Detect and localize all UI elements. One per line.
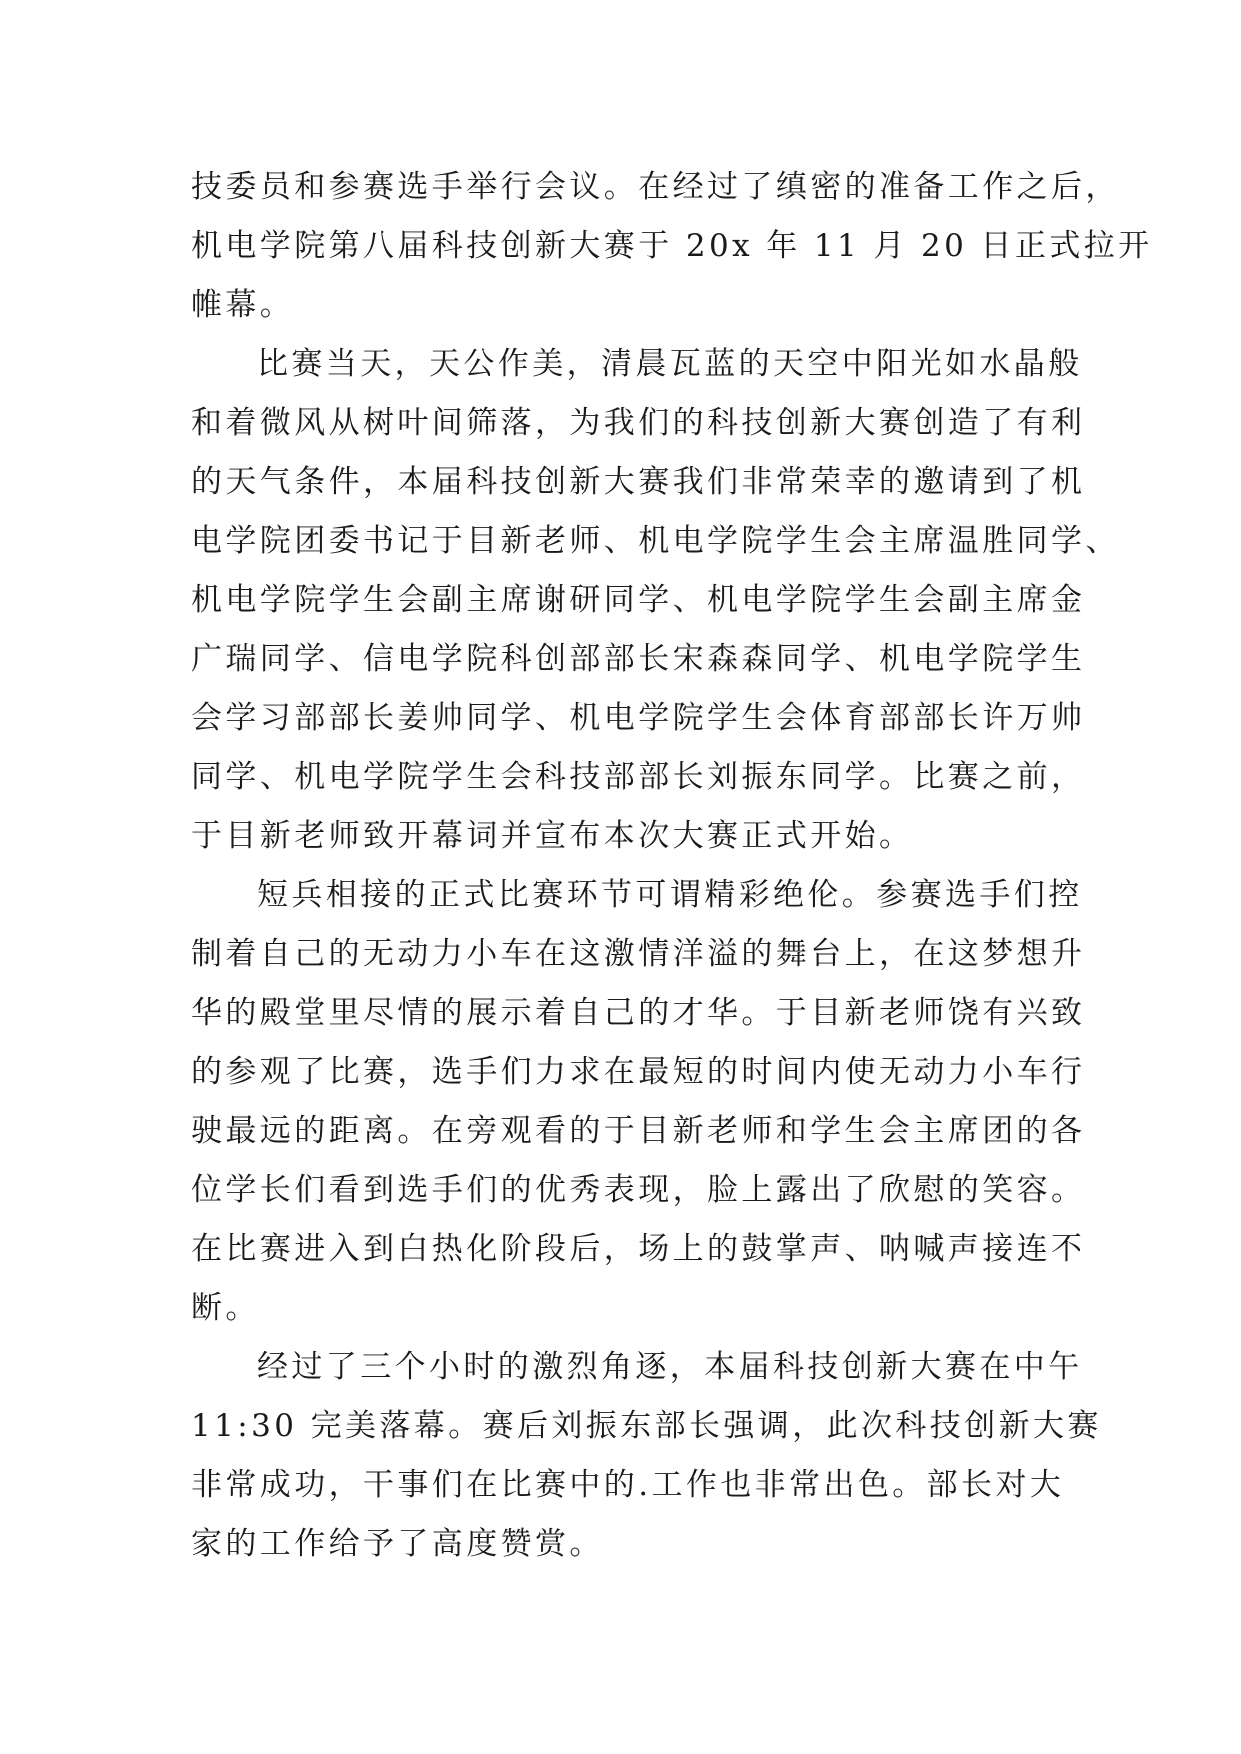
text-line: 的天气条件，本届科技创新大赛我们非常荣幸的邀请到了机 <box>191 464 1086 500</box>
text-line: 同学、机电学院学生会科技部部长刘振东同学。比赛之前， <box>191 759 1086 795</box>
paragraph-start-line: 比赛当天，天公作美，清晨瓦蓝的天空中阳光如水晶般 <box>257 346 1083 382</box>
text-line: 在比赛进入到白热化阶段后，场上的鼓掌声、呐喊声接连不 <box>191 1231 1086 1267</box>
document-body <box>191 158 1153 1574</box>
text-line: 驶最远的距离。在旁观看的于目新老师和学生会主席团的各 <box>191 1113 1086 1149</box>
text-line: 电学院团委书记于目新老师、机电学院学生会主席温胜同学、 <box>191 523 1120 559</box>
paragraph-start-line: 短兵相接的正式比赛环节可谓精彩绝伦。参赛选手们控 <box>257 877 1083 913</box>
text-line: 11:30 完美落幕。赛后刘振东部长强调，此次科技创新大赛 <box>191 1408 1102 1444</box>
text-line: 帷幕。 <box>191 287 295 323</box>
text-line: 机电学院第八届科技创新大赛于 20x 年 11 月 20 日正式拉开 <box>191 228 1153 264</box>
paragraph-start-line: 经过了三个小时的激烈角逐，本届科技创新大赛在中午 <box>257 1349 1083 1385</box>
text-line: 家的工作给予了高度赞赏。 <box>191 1526 604 1562</box>
text-line: 机电学院学生会副主席谢研同学、机电学院学生会副主席金 <box>191 582 1086 618</box>
text-line: 制着自己的无动力小车在这激情洋溢的舞台上，在这梦想升 <box>191 936 1086 972</box>
text-line: 非常成功，干事们在比赛中的.工作也非常出色。部长对大 <box>191 1467 1065 1503</box>
text-line: 和着微风从树叶间筛落，为我们的科技创新大赛创造了有利 <box>191 405 1086 441</box>
text-line: 的参观了比赛，选手们力求在最短的时间内使无动力小车行 <box>191 1054 1086 1090</box>
text-line: 广瑞同学、信电学院科创部部长宋森森同学、机电学院学生 <box>191 641 1086 677</box>
text-line: 于目新老师致开幕词并宣布本次大赛正式开始。 <box>191 818 914 854</box>
text-line: 位学长们看到选手们的优秀表现，脸上露出了欣慰的笑容。 <box>191 1172 1086 1208</box>
text-line: 技委员和参赛选手举行会议。在经过了缜密的准备工作之后， <box>191 169 1120 205</box>
text-line: 断。 <box>191 1290 260 1326</box>
text-line: 华的殿堂里尽情的展示着自己的才华。于目新老师饶有兴致 <box>191 995 1086 1031</box>
text-line: 会学习部部长姜帅同学、机电学院学生会体育部部长许万帅 <box>191 700 1086 736</box>
